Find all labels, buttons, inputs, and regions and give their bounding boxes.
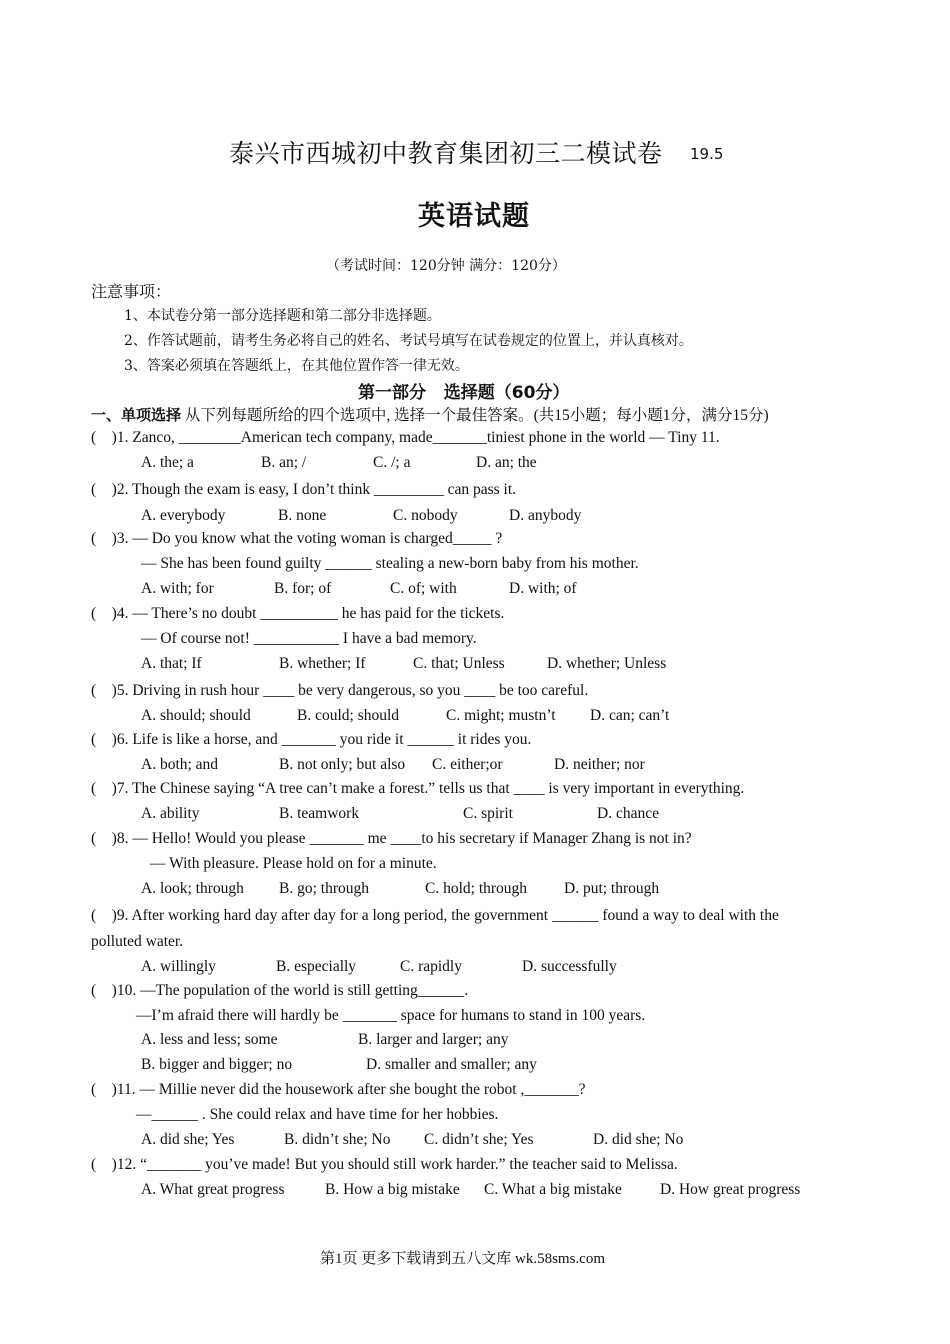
q4-option-c: C. that; Unless bbox=[413, 655, 505, 672]
q3-option-c: C. of; with bbox=[390, 580, 457, 597]
subject-title: 英语试题 bbox=[418, 201, 530, 232]
question-9: ( )9. After working hard day after day for a long period, the government ______ found a way to deal with the bbox=[91, 907, 779, 924]
q8-option-d: D. put; through bbox=[564, 880, 660, 897]
q12-option-d: D. How great progress bbox=[660, 1181, 801, 1198]
q9-option-c: C. rapidly bbox=[400, 958, 462, 975]
q11-option-c: C. didn’t she; Yes bbox=[424, 1131, 534, 1148]
q8-option-a: A. look; through bbox=[141, 880, 244, 897]
q6-option-a: A. both; and bbox=[141, 756, 219, 773]
question-11: ( )11. — Millie never did the housework after she bought the robot ,_______? bbox=[91, 1081, 586, 1098]
q10-option-c: B. bigger and bigger; no bbox=[141, 1056, 293, 1073]
q4-option-b: B. whether; If bbox=[279, 655, 366, 672]
question-4-response: — Of course not! ___________ I have a bad memory. bbox=[141, 630, 477, 647]
question-8-response: ― With pleasure. Please hold on for a minute. bbox=[150, 855, 437, 872]
q7-option-c: C. spirit bbox=[463, 805, 513, 822]
exam-title: 泰兴市西城初中教育集团初三二模试卷 bbox=[229, 139, 663, 168]
q4-option-a: A. that; If bbox=[141, 655, 202, 672]
q9-option-d: D. successfully bbox=[522, 958, 617, 975]
q1-option-d: D. an; the bbox=[476, 454, 537, 471]
q1-option-b: B. an; / bbox=[261, 454, 307, 471]
exam-info: （考试时间：120分钟 满分：120分） bbox=[326, 258, 566, 274]
q2-option-d: D. anybody bbox=[509, 507, 582, 524]
q1-option-c: C. /; a bbox=[373, 454, 411, 471]
q1-option-a: A. the; a bbox=[141, 454, 194, 471]
q2-option-a: A. everybody bbox=[141, 507, 226, 524]
question-1: ( )1. Zanco, ________American tech company, made_______tiniest phone in the world — Tiny 11. bbox=[91, 429, 720, 446]
section-heading bbox=[91, 403, 769, 425]
part1-title: 第一部分 选择题（60分） bbox=[358, 383, 570, 403]
section-label: 一、单项选择 bbox=[91, 406, 182, 424]
question-2: ( )2. Though the exam is easy, I don’t think _________ can pass it. bbox=[91, 481, 517, 498]
q6-option-c: C. either;or bbox=[432, 756, 503, 773]
question-6: ( )6. Life is like a horse, and _______ you ride it ______ it rides you. bbox=[91, 731, 532, 748]
q3-option-a: A. with; for bbox=[141, 580, 214, 597]
q8-option-b: B. go; through bbox=[279, 880, 369, 897]
q4-option-d: D. whether; Unless bbox=[547, 655, 667, 672]
question-3: ( )3. — Do you know what the voting woman is charged_____ ? bbox=[91, 530, 503, 547]
note-item-1: 1、本试卷分第一部分选择题和第二部分非选择题。 bbox=[124, 308, 441, 324]
q5-option-a: A. should; should bbox=[141, 707, 251, 724]
question-5: ( )5. Driving in rush hour ____ be very dangerous, so you ____ be too careful. bbox=[91, 682, 589, 699]
question-4: ( )4. — There’s no doubt __________ he has paid for the tickets. bbox=[91, 605, 505, 622]
q8-option-c: C. hold; through bbox=[425, 880, 528, 897]
q7-option-d: D. chance bbox=[597, 805, 659, 822]
question-10-response: —I’m afraid there will hardly be _______ space for humans to stand in 100 years. bbox=[136, 1007, 646, 1024]
q9-option-a: A. willingly bbox=[141, 958, 216, 975]
question-7: ( )7. The Chinese saying “A tree can’t make a forest.” tells us that ____ is very important in everything. bbox=[91, 780, 745, 797]
question-3-response: — She has been found guilty ______ stealing a new-born baby from his mother. bbox=[141, 555, 639, 572]
q6-option-b: B. not only; but also bbox=[279, 756, 406, 773]
question-10: ( )10. —The population of the world is still getting______. bbox=[91, 982, 469, 999]
section-instruction: 从下列每题所给的四个选项中, 选择一个最佳答案。(共15小题；每小题1分，满分15分) bbox=[181, 407, 769, 424]
q2-option-b: B. none bbox=[278, 507, 327, 524]
question-12: ( )12. “_______ you’ve made! But you should still work harder.” the teacher said to Melissa. bbox=[91, 1156, 678, 1173]
q10-option-b: B. larger and larger; any bbox=[358, 1031, 509, 1048]
q7-option-b: B. teamwork bbox=[279, 805, 360, 822]
q5-option-d: D. can; can’t bbox=[590, 707, 670, 724]
q5-option-c: C. might; mustn’t bbox=[446, 707, 556, 724]
q10-option-d: D. smaller and smaller; any bbox=[366, 1056, 537, 1073]
notes-heading: 注意事项： bbox=[91, 282, 172, 301]
q9-option-b: B. especially bbox=[276, 958, 357, 975]
q11-option-a: A. did she; Yes bbox=[141, 1131, 235, 1148]
q12-option-a: A. What great progress bbox=[141, 1181, 285, 1198]
q3-option-b: B. for; of bbox=[274, 580, 332, 597]
q6-option-d: D. neither; nor bbox=[554, 756, 645, 773]
question-9-continued: polluted water. bbox=[91, 933, 184, 950]
q11-option-d: D. did she; No bbox=[593, 1131, 684, 1148]
q12-option-c: C. What a big mistake bbox=[484, 1181, 622, 1198]
q10-option-a: A. less and less; some bbox=[141, 1031, 278, 1048]
exam-date: 19.5 bbox=[690, 145, 724, 163]
q12-option-b: B. How a big mistake bbox=[325, 1181, 460, 1198]
q2-option-c: C. nobody bbox=[393, 507, 458, 524]
q11-option-b: B. didn’t she; No bbox=[284, 1131, 391, 1148]
question-11-response: —______ . She could relax and have time for her hobbies. bbox=[136, 1106, 499, 1123]
note-item-3: 3、答案必须填在答题纸上，在其他位置作答一律无效。 bbox=[124, 358, 469, 374]
q7-option-a: A. ability bbox=[141, 805, 200, 822]
question-8: ( )8. ― Hello! Would you please _______ me ____to his secretary if Manager Zhang is not in? bbox=[91, 830, 692, 847]
q5-option-b: B. could; should bbox=[297, 707, 400, 724]
q3-option-d: D. with; of bbox=[509, 580, 577, 597]
note-item-2: 2、作答试题前，请考生务必将自己的姓名、考试号填写在试卷规定的位置上，并认真核对。 bbox=[124, 333, 693, 349]
page-footer: 第1页 更多下载请到五八文库 wk.58sms.com bbox=[320, 1251, 606, 1267]
